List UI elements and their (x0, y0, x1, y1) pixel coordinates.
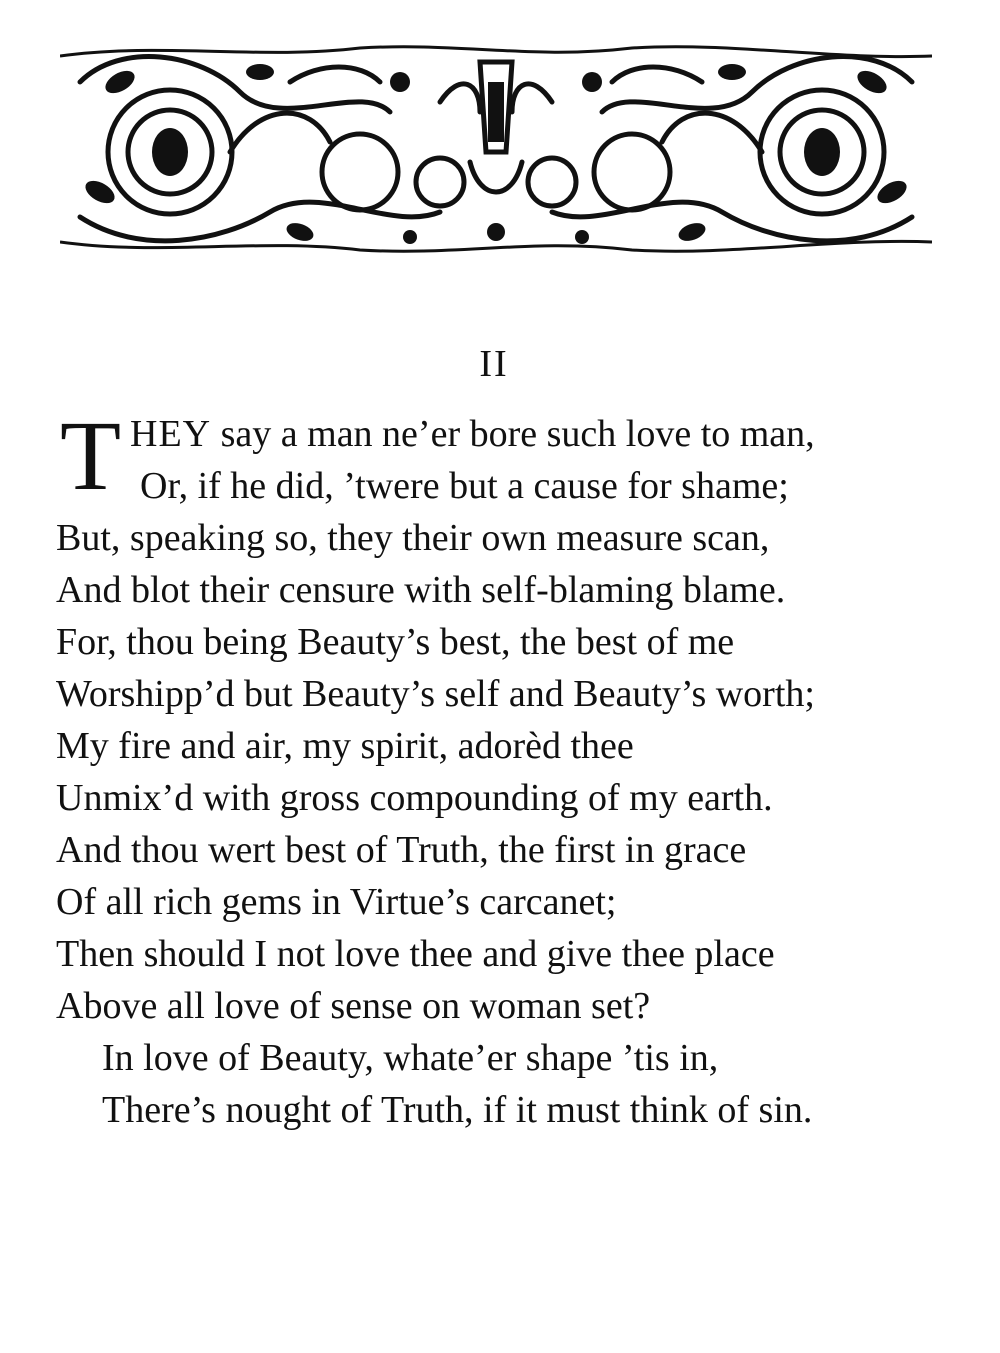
poem-line-8: Unmix’d with gross compounding of my earth. (56, 777, 773, 819)
poem-line-4: And blot their censure with self-blaming blame. (56, 569, 786, 611)
first-line-caps: HEY (130, 413, 212, 455)
drop-cap: T (60, 400, 122, 511)
poem-line-9: And thou wert best of Truth, the first in grace (56, 829, 747, 871)
sonnet-number: II (479, 343, 509, 385)
couplet-line-1: In love of Beauty, whate’er shape ’tis in, (102, 1037, 719, 1079)
couplet-line-2: There’s nought of Truth, if it must think of sin. (102, 1089, 813, 1131)
poem-line-11: Then should I not love thee and give thee place (56, 933, 775, 975)
foliate-headpiece-icon (60, 42, 932, 256)
poem-line-10: Of all rich gems in Virtue’s carcanet; (56, 881, 617, 923)
poem-line-3: But, speaking so, they their own measure scan, (56, 517, 770, 559)
poem-line-12: Above all love of sense on woman set? (56, 985, 651, 1027)
poem-line-7: My fire and air, my spirit, adorèd thee (56, 725, 634, 767)
poem-line-1 (130, 408, 815, 460)
poem-line-5: For, thou being Beauty’s best, the best of me (56, 621, 735, 663)
poem-line-6: Worshipp’d but Beauty’s self and Beauty’s worth; (56, 673, 815, 715)
first-line-tail: say a man ne’er bore such love to man, (211, 413, 815, 455)
poem-line-2: Or, if he did, ’twere but a cause for shame; (140, 465, 789, 507)
